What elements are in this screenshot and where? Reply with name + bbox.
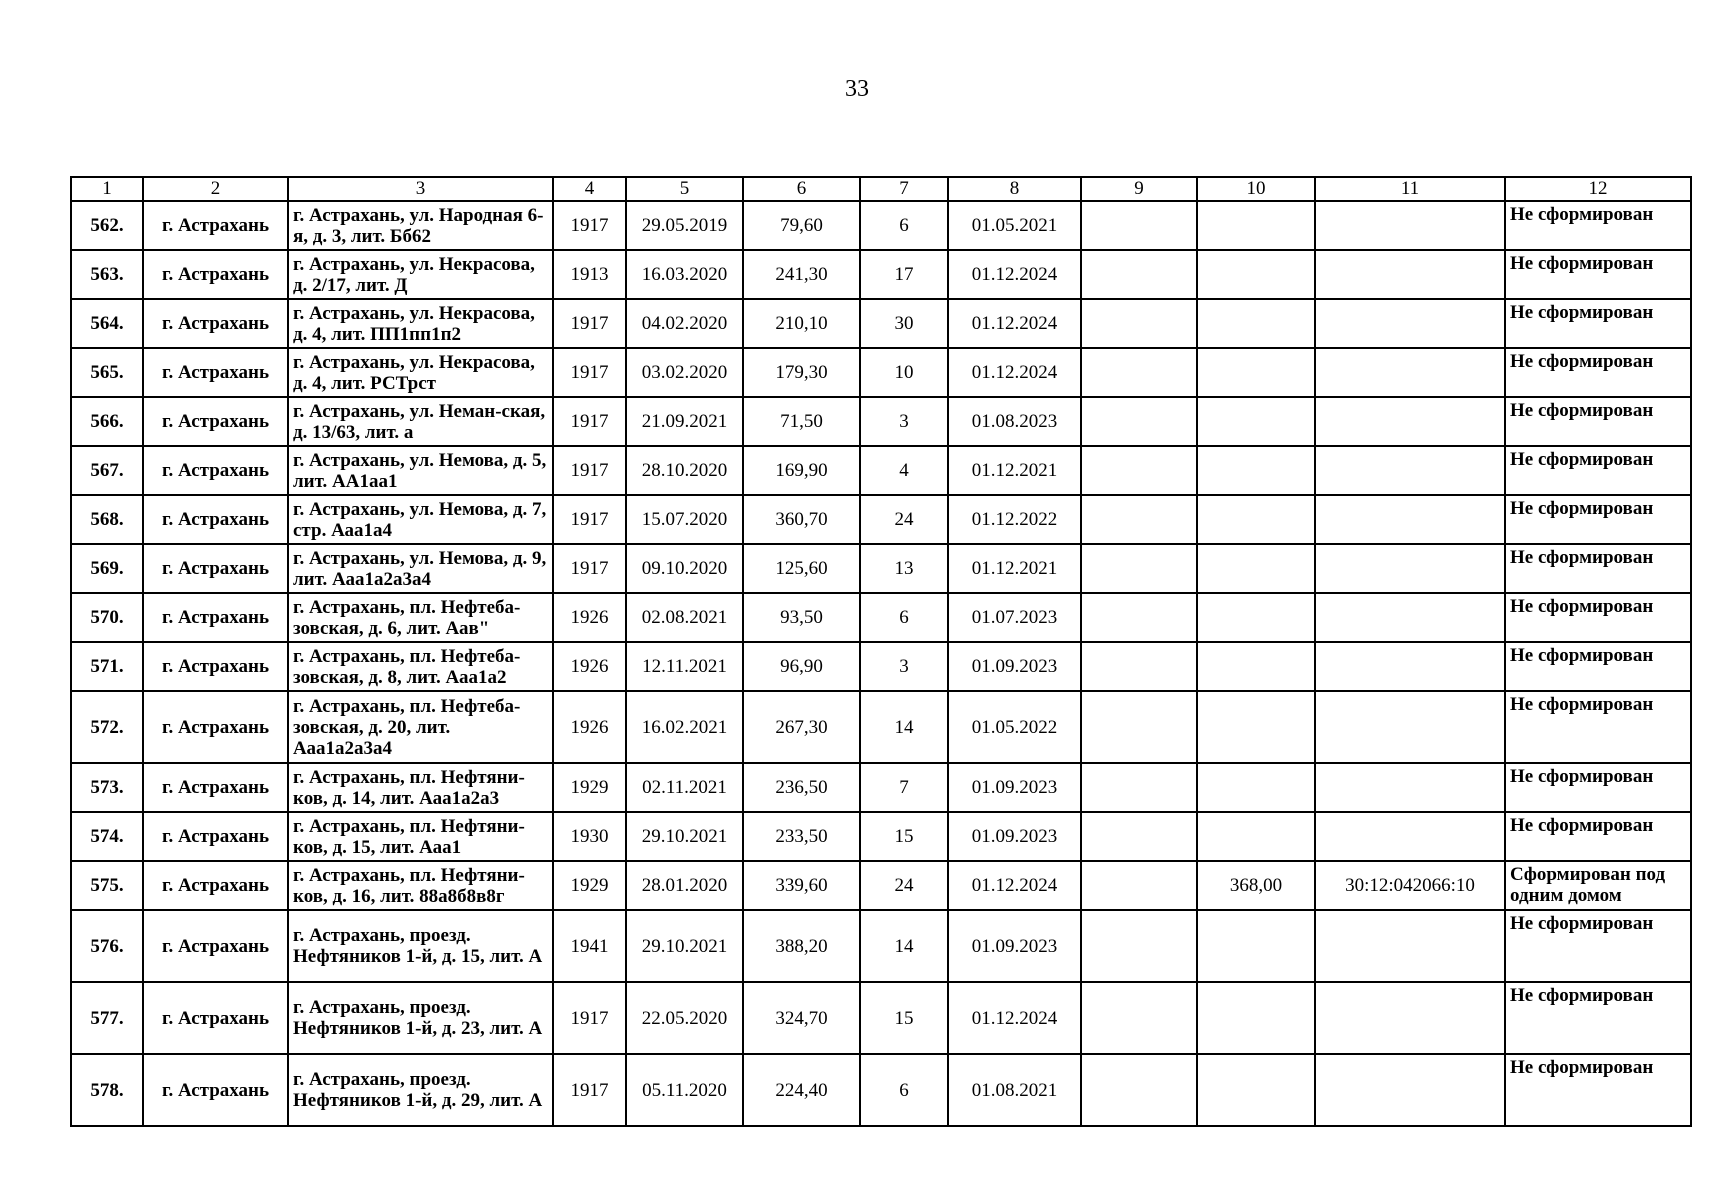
- address-cell: г. Астрахань, ул. Немова, д. 7, стр. Ааа1а4: [288, 495, 553, 544]
- column-9-cell: [1081, 348, 1197, 397]
- city-cell: г. Астрахань: [143, 1054, 288, 1126]
- column-header: 1: [71, 177, 143, 201]
- city-cell: г. Астрахань: [143, 982, 288, 1054]
- address-cell: г. Астрахань, проезд. Нефтяников 1-й, д. 23, лит. А: [288, 982, 553, 1054]
- column-9-cell: [1081, 299, 1197, 348]
- date-cell: 28.01.2020: [626, 861, 743, 910]
- date-cell: 16.02.2021: [626, 691, 743, 763]
- city-cell: г. Астрахань: [143, 593, 288, 642]
- column-9-cell: [1081, 544, 1197, 593]
- land-area-cell: [1197, 910, 1315, 982]
- land-area-cell: [1197, 982, 1315, 1054]
- column-9-cell: [1081, 691, 1197, 763]
- status-cell: Не сформирован: [1505, 642, 1691, 691]
- row-number-cell: 565.: [71, 348, 143, 397]
- row-number-cell: 563.: [71, 250, 143, 299]
- area-cell: 388,20: [743, 910, 860, 982]
- land-area-cell: [1197, 348, 1315, 397]
- column-header: 12: [1505, 177, 1691, 201]
- address-cell: г. Астрахань, ул. Немова, д. 9, лит. Ааа1а2а3а4: [288, 544, 553, 593]
- status-cell: Не сформирован: [1505, 299, 1691, 348]
- address-cell: г. Астрахань, пл. Нефтеба-зовская, д. 20, лит. Ааа1а2а3а4: [288, 691, 553, 763]
- address-cell: г. Астрахань, проезд. Нефтяников 1-й, д. 29, лит. А: [288, 1054, 553, 1126]
- city-cell: г. Астрахань: [143, 495, 288, 544]
- cadastral-number-cell: [1315, 1054, 1505, 1126]
- date-cell: 29.10.2021: [626, 812, 743, 861]
- year-cell: 1917: [553, 1054, 626, 1126]
- count-cell: 6: [860, 593, 948, 642]
- address-cell: г. Астрахань, ул. Некрасова, д. 2/17, лит. Д: [288, 250, 553, 299]
- column-9-cell: [1081, 642, 1197, 691]
- count-cell: 3: [860, 642, 948, 691]
- date-cell: 21.09.2021: [626, 397, 743, 446]
- area-cell: 241,30: [743, 250, 860, 299]
- year-cell: 1929: [553, 861, 626, 910]
- column-9-cell: [1081, 763, 1197, 812]
- deadline-cell: 01.09.2023: [948, 763, 1081, 812]
- land-area-cell: [1197, 446, 1315, 495]
- address-cell: г. Астрахань, ул. Народная 6-я, д. 3, лит. Бб62: [288, 201, 553, 250]
- count-cell: 10: [860, 348, 948, 397]
- row-number-cell: 562.: [71, 201, 143, 250]
- deadline-cell: 01.12.2022: [948, 495, 1081, 544]
- area-cell: 96,90: [743, 642, 860, 691]
- area-cell: 93,50: [743, 593, 860, 642]
- count-cell: 15: [860, 812, 948, 861]
- city-cell: г. Астрахань: [143, 250, 288, 299]
- deadline-cell: 01.12.2024: [948, 982, 1081, 1054]
- year-cell: 1917: [553, 299, 626, 348]
- table-row: [71, 397, 1691, 446]
- area-cell: 79,60: [743, 201, 860, 250]
- cadastral-number-cell: [1315, 642, 1505, 691]
- row-number-cell: 572.: [71, 691, 143, 763]
- year-cell: 1913: [553, 250, 626, 299]
- table-row: [71, 982, 1691, 1054]
- date-cell: 03.02.2020: [626, 348, 743, 397]
- column-header: 4: [553, 177, 626, 201]
- city-cell: г. Астрахань: [143, 861, 288, 910]
- deadline-cell: 01.08.2023: [948, 397, 1081, 446]
- year-cell: 1926: [553, 593, 626, 642]
- count-cell: 3: [860, 397, 948, 446]
- cadastral-number-cell: [1315, 812, 1505, 861]
- column-9-cell: [1081, 812, 1197, 861]
- deadline-cell: 01.09.2023: [948, 812, 1081, 861]
- address-cell: г. Астрахань, пл. Нефтяни-ков, д. 16, лит. 88а8б8в8г: [288, 861, 553, 910]
- column-9-cell: [1081, 982, 1197, 1054]
- count-cell: 17: [860, 250, 948, 299]
- cadastral-number-cell: [1315, 299, 1505, 348]
- date-cell: 09.10.2020: [626, 544, 743, 593]
- deadline-cell: 01.08.2021: [948, 1054, 1081, 1126]
- status-cell: Не сформирован: [1505, 763, 1691, 812]
- row-number-cell: 578.: [71, 1054, 143, 1126]
- status-cell: Не сформирован: [1505, 348, 1691, 397]
- row-number-cell: 564.: [71, 299, 143, 348]
- address-cell: г. Астрахань, пл. Нефтеба-зовская, д. 8, лит. Ааа1а2: [288, 642, 553, 691]
- deadline-cell: 01.12.2024: [948, 348, 1081, 397]
- table-row: [71, 250, 1691, 299]
- cadastral-number-cell: [1315, 446, 1505, 495]
- cadastral-number-cell: [1315, 495, 1505, 544]
- area-cell: 224,40: [743, 1054, 860, 1126]
- row-number-cell: 574.: [71, 812, 143, 861]
- row-number-cell: 573.: [71, 763, 143, 812]
- row-number-cell: 571.: [71, 642, 143, 691]
- year-cell: 1941: [553, 910, 626, 982]
- year-cell: 1929: [553, 763, 626, 812]
- column-header: 2: [143, 177, 288, 201]
- city-cell: г. Астрахань: [143, 544, 288, 593]
- deadline-cell: 01.12.2021: [948, 446, 1081, 495]
- area-cell: 233,50: [743, 812, 860, 861]
- area-cell: 267,30: [743, 691, 860, 763]
- table-row: [71, 910, 1691, 982]
- column-header: 10: [1197, 177, 1315, 201]
- cadastral-number-cell: [1315, 397, 1505, 446]
- deadline-cell: 01.09.2023: [948, 642, 1081, 691]
- year-cell: 1917: [553, 544, 626, 593]
- date-cell: 05.11.2020: [626, 1054, 743, 1126]
- status-cell: Не сформирован: [1505, 691, 1691, 763]
- deadline-cell: 01.09.2023: [948, 910, 1081, 982]
- count-cell: 7: [860, 763, 948, 812]
- cadastral-number-cell: [1315, 201, 1505, 250]
- city-cell: г. Астрахань: [143, 812, 288, 861]
- land-area-cell: [1197, 250, 1315, 299]
- date-cell: 02.11.2021: [626, 763, 743, 812]
- column-header: 6: [743, 177, 860, 201]
- city-cell: г. Астрахань: [143, 397, 288, 446]
- deadline-cell: 01.12.2024: [948, 250, 1081, 299]
- header-row: [71, 177, 1691, 201]
- deadline-cell: 01.12.2024: [948, 299, 1081, 348]
- land-area-cell: [1197, 763, 1315, 812]
- column-9-cell: [1081, 397, 1197, 446]
- column-header: 7: [860, 177, 948, 201]
- area-cell: 179,30: [743, 348, 860, 397]
- table-row: [71, 446, 1691, 495]
- date-cell: 15.07.2020: [626, 495, 743, 544]
- row-number-cell: 576.: [71, 910, 143, 982]
- status-cell: Не сформирован: [1505, 544, 1691, 593]
- cadastral-number-cell: [1315, 910, 1505, 982]
- land-area-cell: [1197, 397, 1315, 446]
- column-header: 5: [626, 177, 743, 201]
- table-row: [71, 348, 1691, 397]
- year-cell: 1917: [553, 495, 626, 544]
- address-cell: г. Астрахань, пл. Нефтяни-ков, д. 14, лит. Ааа1а2а3: [288, 763, 553, 812]
- table-row: [71, 201, 1691, 250]
- row-number-cell: 570.: [71, 593, 143, 642]
- row-number-cell: 569.: [71, 544, 143, 593]
- table-row: [71, 861, 1691, 910]
- land-area-cell: [1197, 812, 1315, 861]
- city-cell: г. Астрахань: [143, 763, 288, 812]
- status-cell: Не сформирован: [1505, 982, 1691, 1054]
- address-cell: г. Астрахань, проезд. Нефтяников 1-й, д. 15, лит. А: [288, 910, 553, 982]
- status-cell: Не сформирован: [1505, 812, 1691, 861]
- area-cell: 125,60: [743, 544, 860, 593]
- column-9-cell: [1081, 910, 1197, 982]
- table-row: [71, 1054, 1691, 1126]
- city-cell: г. Астрахань: [143, 446, 288, 495]
- address-cell: г. Астрахань, пл. Нефтеба-зовская, д. 6, лит. Аав": [288, 593, 553, 642]
- column-header: 8: [948, 177, 1081, 201]
- column-9-cell: [1081, 495, 1197, 544]
- land-area-cell: [1197, 642, 1315, 691]
- area-cell: 169,90: [743, 446, 860, 495]
- land-area-cell: [1197, 544, 1315, 593]
- date-cell: 04.02.2020: [626, 299, 743, 348]
- area-cell: 339,60: [743, 861, 860, 910]
- status-cell: Не сформирован: [1505, 1054, 1691, 1126]
- year-cell: 1917: [553, 397, 626, 446]
- count-cell: 4: [860, 446, 948, 495]
- table-row: [71, 642, 1691, 691]
- city-cell: г. Астрахань: [143, 348, 288, 397]
- date-cell: 29.05.2019: [626, 201, 743, 250]
- column-header: 3: [288, 177, 553, 201]
- column-9-cell: [1081, 861, 1197, 910]
- land-area-cell: [1197, 201, 1315, 250]
- table-row: [71, 593, 1691, 642]
- status-cell: Не сформирован: [1505, 201, 1691, 250]
- date-cell: 28.10.2020: [626, 446, 743, 495]
- column-9-cell: [1081, 446, 1197, 495]
- cadastral-number-cell: [1315, 763, 1505, 812]
- area-cell: 71,50: [743, 397, 860, 446]
- column-header: 11: [1315, 177, 1505, 201]
- column-9-cell: [1081, 201, 1197, 250]
- table-row: [71, 544, 1691, 593]
- city-cell: г. Астрахань: [143, 910, 288, 982]
- year-cell: 1930: [553, 812, 626, 861]
- status-cell: Не сформирован: [1505, 495, 1691, 544]
- count-cell: 13: [860, 544, 948, 593]
- status-cell: Не сформирован: [1505, 250, 1691, 299]
- status-cell: Не сформирован: [1505, 397, 1691, 446]
- date-cell: 29.10.2021: [626, 910, 743, 982]
- year-cell: 1926: [553, 691, 626, 763]
- land-area-cell: [1197, 299, 1315, 348]
- land-area-cell: [1197, 593, 1315, 642]
- year-cell: 1917: [553, 348, 626, 397]
- count-cell: 6: [860, 1054, 948, 1126]
- area-cell: 324,70: [743, 982, 860, 1054]
- land-area-cell: [1197, 691, 1315, 763]
- row-number-cell: 567.: [71, 446, 143, 495]
- cadastral-number-cell: [1315, 691, 1505, 763]
- count-cell: 14: [860, 910, 948, 982]
- city-cell: г. Астрахань: [143, 299, 288, 348]
- deadline-cell: 01.12.2021: [948, 544, 1081, 593]
- row-number-cell: 568.: [71, 495, 143, 544]
- cadastral-number-cell: [1315, 593, 1505, 642]
- date-cell: 16.03.2020: [626, 250, 743, 299]
- column-9-cell: [1081, 250, 1197, 299]
- count-cell: 6: [860, 201, 948, 250]
- city-cell: г. Астрахань: [143, 201, 288, 250]
- count-cell: 30: [860, 299, 948, 348]
- address-cell: г. Астрахань, ул. Некрасова, д. 4, лит. ПП1пп1п2: [288, 299, 553, 348]
- date-cell: 22.05.2020: [626, 982, 743, 1054]
- table-row: [71, 299, 1691, 348]
- year-cell: 1917: [553, 201, 626, 250]
- year-cell: 1926: [553, 642, 626, 691]
- status-cell: Не сформирован: [1505, 593, 1691, 642]
- year-cell: 1917: [553, 982, 626, 1054]
- status-cell: Сформирован под одним домом: [1505, 861, 1691, 910]
- date-cell: 02.08.2021: [626, 593, 743, 642]
- land-area-cell: [1197, 1054, 1315, 1126]
- table-row: [71, 812, 1691, 861]
- deadline-cell: 01.12.2024: [948, 861, 1081, 910]
- address-cell: г. Астрахань, пл. Нефтяни-ков, д. 15, лит. Ааа1: [288, 812, 553, 861]
- city-cell: г. Астрахань: [143, 642, 288, 691]
- row-number-cell: 566.: [71, 397, 143, 446]
- table-row: [71, 763, 1691, 812]
- count-cell: 24: [860, 495, 948, 544]
- table-row: [71, 495, 1691, 544]
- address-cell: г. Астрахань, ул. Некрасова, д. 4, лит. РСТрст: [288, 348, 553, 397]
- cadastral-number-cell: [1315, 348, 1505, 397]
- cadastral-number-cell: [1315, 544, 1505, 593]
- table-row: [71, 691, 1691, 763]
- row-number-cell: 575.: [71, 861, 143, 910]
- address-cell: г. Астрахань, ул. Немова, д. 5, лит. АА1аа1: [288, 446, 553, 495]
- land-area-cell: [1197, 495, 1315, 544]
- cadastral-number-cell: [1315, 250, 1505, 299]
- land-area-cell: 368,00: [1197, 861, 1315, 910]
- area-cell: 236,50: [743, 763, 860, 812]
- status-cell: Не сформирован: [1505, 910, 1691, 982]
- count-cell: 24: [860, 861, 948, 910]
- cadastral-number-cell: [1315, 982, 1505, 1054]
- deadline-cell: 01.05.2022: [948, 691, 1081, 763]
- deadline-cell: 01.05.2021: [948, 201, 1081, 250]
- count-cell: 15: [860, 982, 948, 1054]
- area-cell: 360,70: [743, 495, 860, 544]
- cadastral-number-cell: 30:12:042066:10: [1315, 861, 1505, 910]
- registry-table: [70, 176, 1692, 1127]
- area-cell: 210,10: [743, 299, 860, 348]
- column-9-cell: [1081, 1054, 1197, 1126]
- count-cell: 14: [860, 691, 948, 763]
- status-cell: Не сформирован: [1505, 446, 1691, 495]
- page-number: 33: [845, 76, 869, 102]
- deadline-cell: 01.07.2023: [948, 593, 1081, 642]
- column-9-cell: [1081, 593, 1197, 642]
- column-header: 9: [1081, 177, 1197, 201]
- row-number-cell: 577.: [71, 982, 143, 1054]
- city-cell: г. Астрахань: [143, 691, 288, 763]
- year-cell: 1917: [553, 446, 626, 495]
- address-cell: г. Астрахань, ул. Неман-ская, д. 13/63, лит. а: [288, 397, 553, 446]
- date-cell: 12.11.2021: [626, 642, 743, 691]
